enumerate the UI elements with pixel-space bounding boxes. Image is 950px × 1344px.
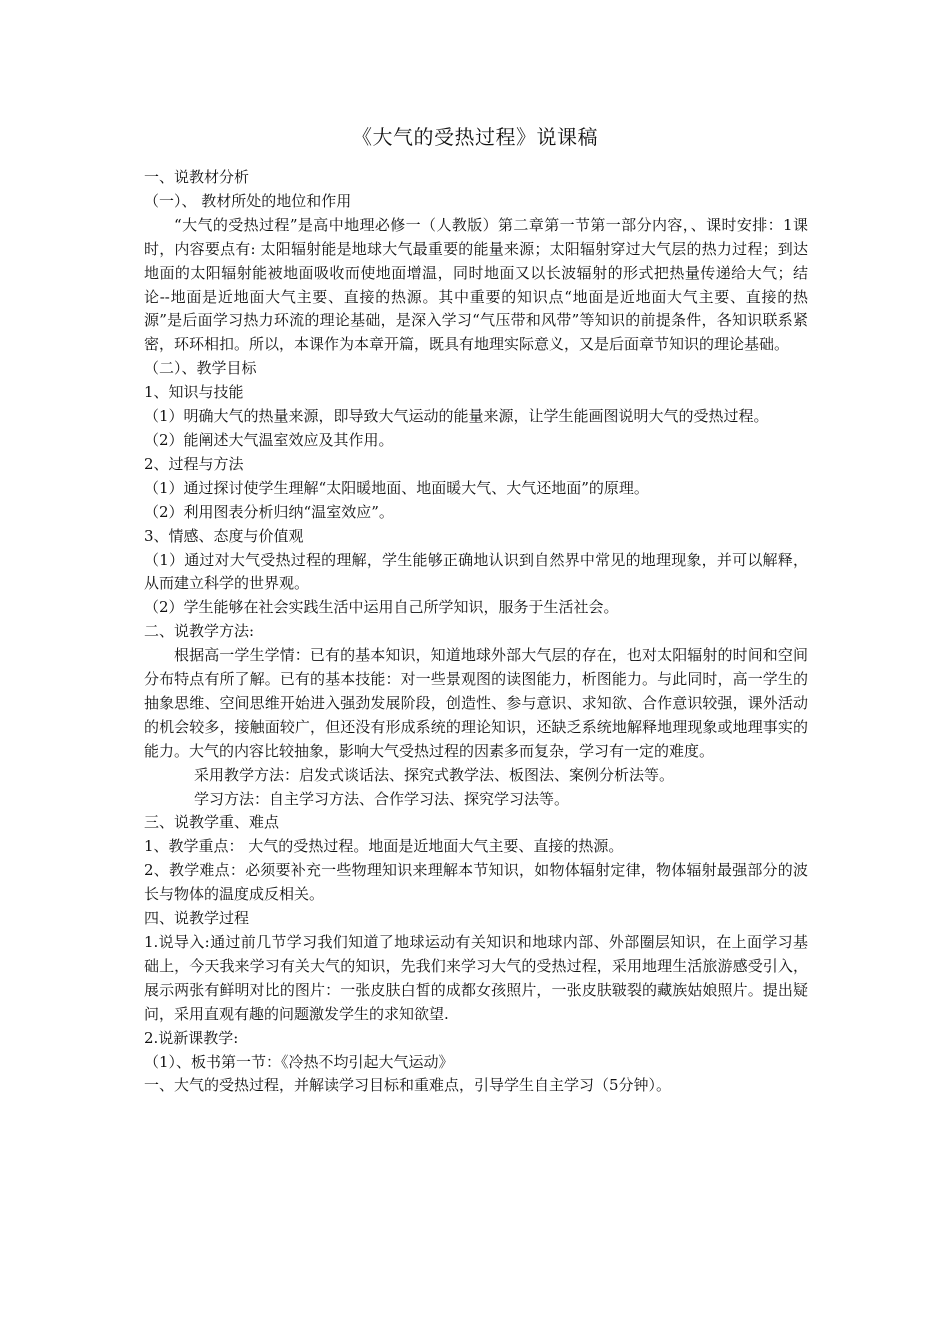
list-item: （2）利用图表分析归纳“温室效应”。 bbox=[144, 502, 394, 521]
section-heading: 二、说教学方法: bbox=[144, 622, 255, 641]
subsection-heading: （二）、教学目标 bbox=[144, 359, 257, 378]
subsection-heading: （一）、 教材所处的地位和作用 bbox=[144, 191, 352, 210]
paragraph: “大气的受热过程”是高中地理必修一（人教版）第二章第一节第一部分内容，、课时安排：1课时，内容要点有: 太阳辐射能是地球大气最重要的能量来源；太阳辐射穿过大气层的热力过程；到达地面的太阳辐射能被地面吸收而使地面增温，同时地面又以长波辐射的形式把热量传递给大气；结论--地面是近地面大气主要、直接的热源。其中重要的知识点“地面是近地面大气主要、直接的热源”是后面学习热力环流的理论基础，是深入学习“气压带和风带”等知识的前提条件，各知识联系紧密，环环相扣。所以，本课作为本章开篇，既具有地理实际意义，又是后面章节知识的理论基础。 bbox=[144, 215, 808, 354]
section-heading: 四、说教学过程 bbox=[144, 909, 250, 928]
list-heading: 3、情感、态度与价值观 bbox=[144, 526, 304, 545]
list-item: （1）通过对大气受热过程的理解，学生能够正确地认识到自然界中常见的地理现象，并可以解释，从而建立科学的世界观。 bbox=[144, 550, 808, 593]
list-item: （1）通过探讨使学生理解“太阳暖地面、地面暖大气、大气还地面”的原理。 bbox=[144, 478, 649, 497]
page-title: 《大气的受热过程》说课稿 bbox=[352, 125, 598, 149]
section-heading: 一、说教材分析 bbox=[144, 168, 250, 186]
list-item: （1）明确大气的热量来源，即导致大气运动的能量来源，让学生能画图说明大气的受热过程。 bbox=[144, 407, 769, 426]
list-heading: 2、过程与方法 bbox=[144, 454, 244, 473]
section-heading: 三、说教学重、难点 bbox=[144, 813, 280, 832]
list-item: （2）学生能够在社会实践生活中运用自己所学知识，服务于生活社会。 bbox=[144, 598, 619, 617]
list-item: （2）能阐述大气温室效应及其作用。 bbox=[144, 430, 394, 449]
paragraph: 1.说导入:通过前几节学习我们知道了地球运动有关知识和地球内部、外部圈层知识，在上面学习基础上，今天我来学习有关大气的知识，先我们来学习大气的受热过程，采用地理生活旅游感受引入，展示两张有鲜明对比的图片：一张皮肤白皙的成都女孩照片，一张皮肤皲裂的藏族姑娘照片。提出疑问，采用直观有趣的问题激发学生的求知欲望. bbox=[144, 933, 808, 1023]
list-item: 1、教学重点： 大气的受热过程。地面是近地面大气主要、直接的热源。 bbox=[144, 837, 624, 856]
paragraph: 根据高一学生学情：已有的基本知识，知道地球外部大气层的存在，也对太阳辐射的时间和空间分布特点有所了解。已有的基本技能：对一些景观图的读图能力，析图能力。与此同时，高一学生的抽象思维、空间思维开始进入强劲发展阶段，创造性、参与意识、求知欲、合作意识较强，课外活动的机会较多，接触面较广，但还没有形成系统的理论知识，还缺乏系统地解释地理现象或地理事实的能力。大气的内容比较抽象，影响大气受热过程的因素多而复杂，学习有一定的难度。 bbox=[144, 646, 808, 760]
list-heading: 1、知识与技能 bbox=[144, 383, 244, 402]
document-body bbox=[144, 166, 808, 1098]
paragraph: 一、大气的受热过程，并解读学习目标和重难点，引导学生自主学习（5分钟）。 bbox=[144, 1076, 672, 1095]
list-item: （1）、板书第一节：《冷热不均引起大气运动》 bbox=[144, 1052, 454, 1071]
list-item: 2、教学难点：必须要补充一些物理知识来理解本节知识，如物体辐射定律，物体辐射最强部分的波长与物体的温度成反相关。 bbox=[144, 861, 808, 904]
list-heading: 2.说新课教学: bbox=[144, 1028, 239, 1047]
paragraph: 采用教学方法：启发式谈话法、探究式教学法、板图法、案例分析法等。 bbox=[194, 765, 675, 784]
paragraph: 学习方法：自主学习方法、合作学习法、探究学习法等。 bbox=[194, 789, 570, 808]
